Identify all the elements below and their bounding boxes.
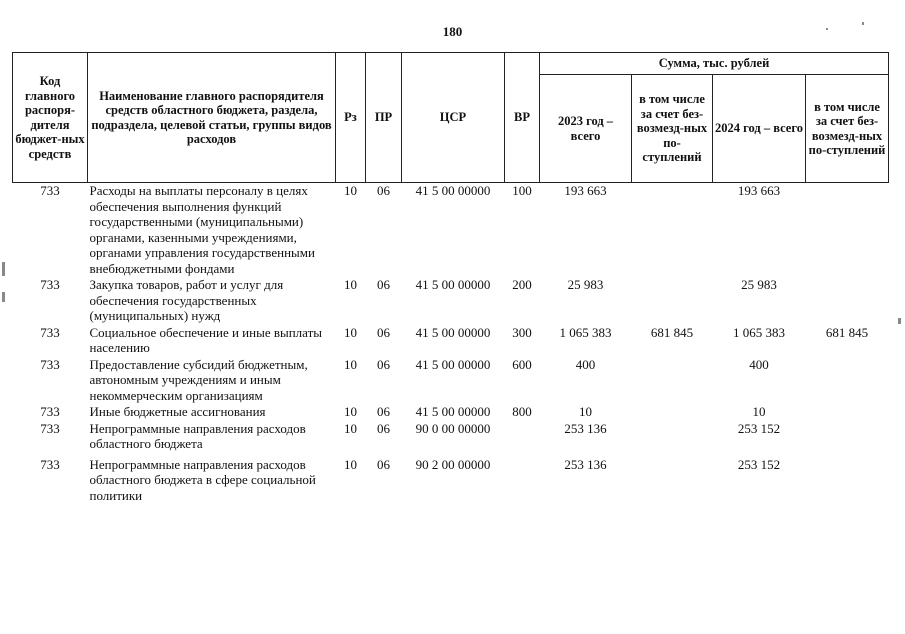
row-pr: 06	[377, 183, 390, 198]
row-2024-total: 193 663	[737, 183, 781, 198]
table-row	[13, 325, 889, 357]
row-2023-total: 25 983	[567, 277, 604, 292]
row-2023-total: 10	[579, 404, 592, 419]
scan-speck	[898, 318, 901, 324]
header-2024-free: в том числе за счет без-возмезд-ных по-ступлений	[806, 75, 889, 183]
row-2024-free	[806, 183, 889, 278]
table-row	[13, 404, 889, 421]
row-vr: 100	[512, 183, 532, 198]
row-name: Иные бюджетные ассигнования	[89, 404, 266, 419]
header-pr: ПР	[366, 53, 402, 183]
page-number: 180	[442, 24, 463, 39]
row-2024-free: 681 845	[825, 324, 869, 340]
row-csr: 41 5 00 00000	[415, 324, 491, 340]
budget-table	[12, 52, 889, 504]
row-2023-free	[632, 183, 713, 278]
row-2023-total: 193 663	[564, 183, 607, 198]
scan-speck	[826, 28, 828, 30]
table-row	[13, 421, 889, 453]
header-2023-total: 2023 год – всего	[540, 75, 632, 183]
row-2024-free	[806, 277, 889, 325]
row-2024-total: 1 065 383	[733, 324, 785, 340]
row-name: Непрограммные направления расходов областного бюджета	[89, 420, 306, 451]
row-code: 733	[40, 324, 60, 340]
row-rz: 10	[344, 404, 357, 419]
row-name: Закупка товаров, работ и услуг для обеспечения государственных (муниципальных) нужд	[89, 277, 284, 323]
row-vr: 200	[512, 277, 532, 292]
row-2023-total: 253 136	[564, 420, 607, 436]
table-row	[13, 453, 889, 505]
row-vr: 600	[512, 356, 532, 372]
row-vr	[505, 453, 540, 505]
row-name: Непрограммные направления расходов областного бюджета в сфере социальной политики	[89, 456, 316, 503]
row-pr: 06	[377, 324, 390, 340]
scan-speck	[862, 22, 864, 25]
row-csr: 41 5 00 00000	[415, 404, 491, 419]
row-rz: 10	[344, 183, 357, 198]
table-row	[13, 357, 889, 405]
row-code: 733	[40, 420, 60, 436]
row-2023-free	[632, 357, 713, 405]
row-vr	[505, 421, 540, 453]
row-2023-total: 400	[575, 356, 596, 372]
row-2024-total: 400	[749, 356, 769, 372]
row-2023-free	[632, 453, 713, 505]
row-2024-free	[806, 404, 889, 421]
row-csr: 90 0 00 00000	[415, 420, 491, 436]
row-2023-total: 1 065 383	[559, 324, 612, 340]
row-2023-total: 253 136	[564, 456, 607, 472]
row-2023-free	[632, 421, 713, 453]
row-pr: 06	[377, 277, 390, 292]
row-2024-total: 25 983	[741, 277, 777, 292]
header-sum: Сумма, тыс. рублей	[540, 53, 889, 75]
row-2024-free	[806, 421, 889, 453]
row-code: 733	[40, 404, 60, 419]
row-2024-total: 253 152	[737, 420, 781, 436]
row-2024-free	[806, 453, 889, 505]
row-rz: 10	[344, 456, 357, 472]
row-rz: 10	[344, 324, 357, 340]
table-row	[13, 183, 889, 278]
row-name: Предоставление субсидий бюджетным, автономным учреждениям и иным некоммерческим организациям	[89, 356, 308, 403]
scan-speck	[2, 292, 5, 302]
row-vr: 800	[512, 404, 532, 419]
row-code: 733	[40, 356, 60, 372]
header-name: Наименование главного распорядителя средств областного бюджета, раздела, подраздела, целевой статьи, группы видов расходов	[88, 53, 336, 183]
row-csr: 90 2 00 00000	[415, 456, 491, 472]
row-code: 733	[40, 183, 60, 198]
row-pr: 06	[377, 356, 390, 372]
row-csr: 41 5 00 00000	[415, 183, 491, 198]
row-2023-free	[632, 404, 713, 421]
row-2024-free	[806, 357, 889, 405]
row-vr: 300	[512, 324, 532, 340]
header-csr: ЦСР	[402, 53, 505, 183]
row-pr: 06	[377, 404, 390, 419]
header-2023-free: в том числе за счет без-возмезд-ных по-ступлений	[632, 75, 713, 183]
row-pr: 06	[377, 420, 390, 436]
header-rz: Рз	[336, 53, 366, 183]
row-2024-total: 10	[752, 404, 766, 419]
header-2024-total: 2024 год – всего	[713, 75, 806, 183]
row-2024-total: 253 152	[737, 456, 781, 472]
table-row	[13, 277, 889, 325]
row-code: 733	[40, 456, 60, 472]
row-name: Расходы на выплаты персоналу в целях обеспечения выполнения функций государственными (муниципальными) органами, казенными учреждениями, органами управления государственными внебюджетными фондами	[89, 183, 315, 276]
scan-speck	[2, 262, 5, 276]
row-csr: 41 5 00 00000	[415, 356, 491, 372]
row-csr: 41 5 00 00000	[415, 277, 491, 292]
header-code: Код главного распоря-дителя бюджет-ных средств	[13, 53, 88, 183]
row-pr: 06	[377, 456, 390, 472]
row-name: Социальное обеспечение и иные выплаты населению	[89, 324, 323, 355]
row-2023-free	[632, 277, 713, 325]
row-rz: 10	[344, 356, 357, 372]
row-2023-free: 681 845	[650, 324, 694, 340]
row-rz: 10	[344, 277, 357, 292]
row-rz: 10	[344, 420, 357, 436]
row-code: 733	[40, 277, 60, 292]
header-vr: ВР	[505, 53, 540, 183]
